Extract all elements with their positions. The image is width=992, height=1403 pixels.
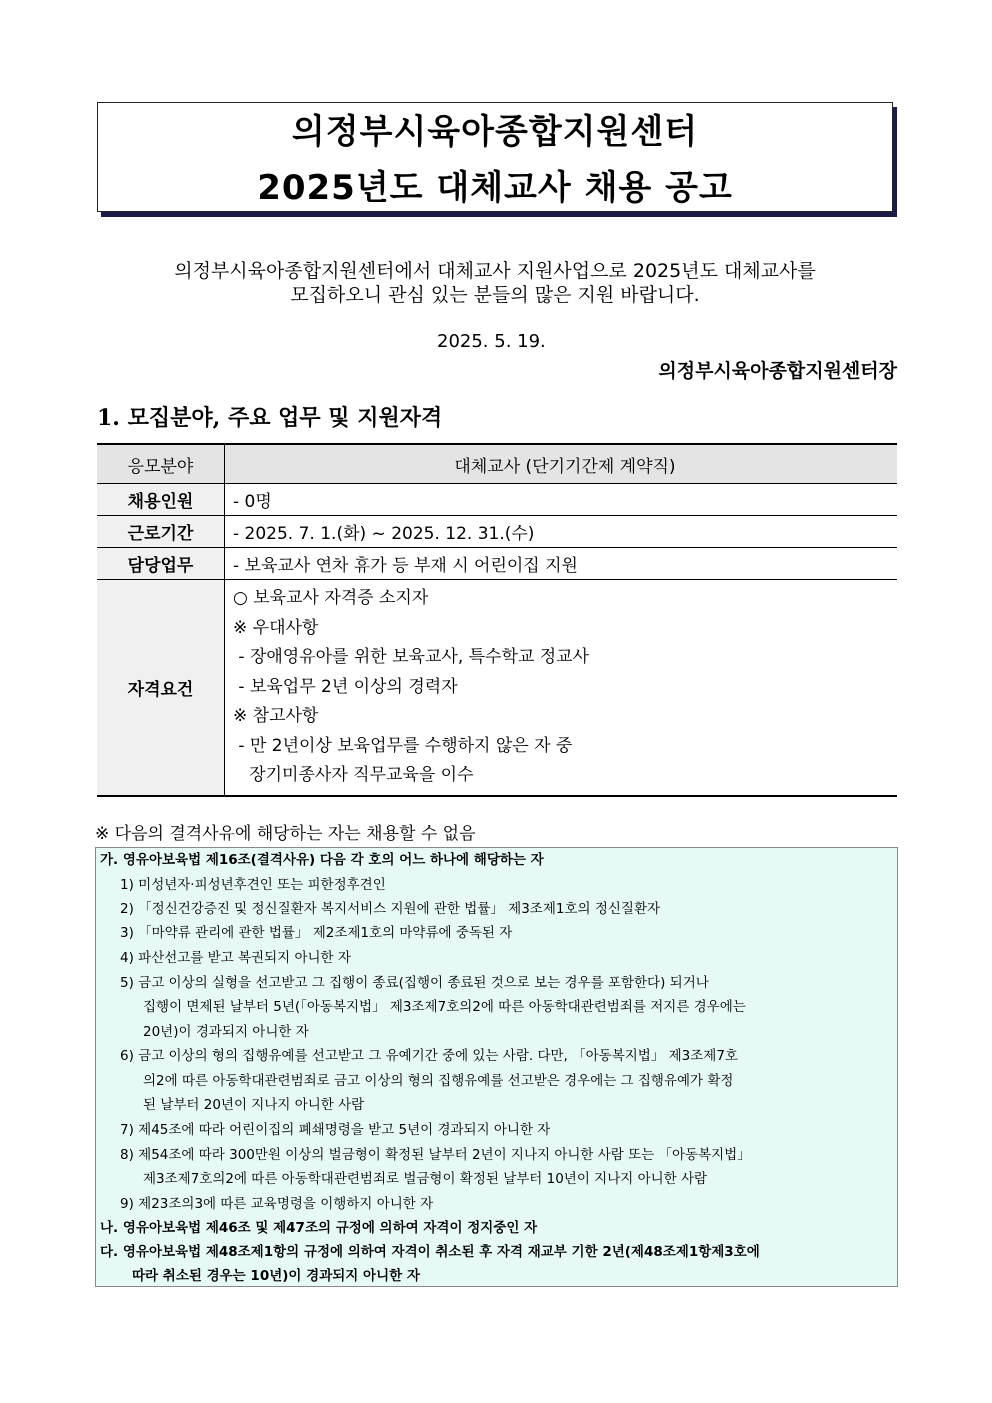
disqualification-item: 의2에 따른 아동학대관련범죄로 금고 이상의 형의 집행유예를 선고받은 경우에는 그 집행유예가 확정 <box>143 1073 734 1089</box>
announcement-date: 2025. 5. 19. <box>437 331 546 352</box>
disqualification-item: 4) 파산선고를 받고 복권되지 아니한 자 <box>120 950 351 966</box>
disqualification-item: 된 날부터 20년이 지나지 아니한 사람 <box>143 1097 365 1113</box>
row-label-period: 근로기간 <box>97 516 225 548</box>
disqualification-item: 다. 영유아보육법 제48조제1항의 규정에 의하여 자격이 취소된 후 자격 재교부 기한 2년(제48조제1항제3호에 <box>100 1244 760 1260</box>
disqualification-item: 따라 취소된 경우는 10년)이 경과되지 아니한 자 <box>132 1268 420 1284</box>
header-label: 응모분야 <box>97 444 225 484</box>
title-line-2: 2025년도 대체교사 채용 공고 <box>257 168 733 208</box>
qualification-line: ○ 보육교사 자격증 소지자 <box>233 588 429 608</box>
row-value-period: - 2025. 7. 1.(화) ~ 2025. 12. 31.(수) <box>225 516 898 548</box>
disqualification-item: 집행이 면제된 날부터 5년(「아동복지법」 제3조제7호의2에 따른 아동학대관련범죄를 저지른 경우에는 <box>143 999 746 1015</box>
disqualification-item: 20년)이 경과되지 아니한 자 <box>143 1024 309 1040</box>
table-row <box>97 516 897 548</box>
title-box <box>97 102 893 212</box>
disqualification-box <box>95 847 898 1287</box>
qualification-line: - 장애영유아를 위한 보육교사, 특수학교 정교사 <box>233 647 589 667</box>
recruitment-table <box>97 443 897 797</box>
intro-line-1: 의정부시육아종합지원센터에서 대체교사 지원사업으로 2025년도 대체교사를 <box>174 260 816 282</box>
intro-line-2: 모집하오니 관심 있는 분들의 많은 지원 바랍니다. <box>290 284 700 306</box>
disqualification-item: 3) 「마약류 관리에 관한 법률」 제2조제1호의 마약류에 중독된 자 <box>120 925 513 941</box>
row-label-duties: 담당업무 <box>97 548 225 580</box>
qualification-cell <box>225 580 898 796</box>
disqualification-item: 나. 영유아보육법 제46조 및 제47조의 규정에 의하여 자격이 정지중인 자 <box>100 1220 538 1236</box>
disqualification-item: 가. 영유아보육법 제16조(결격사유) 다음 각 호의 어느 하나에 해당하는 자 <box>100 852 544 868</box>
table-header-row <box>97 444 897 484</box>
title-line-1: 의정부시육아종합지원센터 <box>291 112 699 152</box>
disqualification-item: 5) 금고 이상의 실형을 선고받고 그 집행이 종료(집행이 종료된 것으로 보는 경우를 포함한다) 되거나 <box>120 975 709 991</box>
row-value-duties: - 보육교사 연차 휴가 등 부재 시 어린이집 지원 <box>225 548 898 580</box>
qualification-line: ※ 참고사항 <box>233 706 319 726</box>
qualification-line: ※ 우대사항 <box>233 617 319 638</box>
table-row <box>97 484 897 516</box>
header-value: 대체교사 (단기기간제 계약직) <box>225 444 898 484</box>
row-label-headcount: 채용인원 <box>97 484 225 516</box>
disqualification-item: 1) 미성년자·피성년후견인 또는 피한정후견인 <box>120 877 386 893</box>
section-1-title: 1. 모집분야, 주요 업무 및 지원자격 <box>97 405 443 431</box>
qualification-line: - 만 2년이상 보육업무를 수행하지 않은 자 중 <box>233 735 573 756</box>
disqualification-item: 8) 제54조에 따라 300만원 이상의 벌금형이 확정된 날부터 2년이 지나지 아니한 사람 또는 「아동복지법」 <box>120 1147 751 1163</box>
table-row <box>97 548 897 580</box>
disqualification-item: 7) 제45조에 따라 어린이집의 폐쇄명령을 받고 5년이 경과되지 아니한 자 <box>120 1122 551 1138</box>
row-label-qualification: 자격요건 <box>97 580 225 796</box>
disqualification-item: 제3조제7호의2에 따른 아동학대관련범죄로 벌금형이 확정된 날부터 10년이 지나지 아니한 사람 <box>143 1171 708 1187</box>
qualification-line: 장기미종사자 직무교육을 이수 <box>233 765 474 785</box>
disqualification-notice: ※ 다음의 결격사유에 해당하는 자는 채용할 수 없음 <box>95 824 476 844</box>
row-value-headcount: - 0명 <box>225 484 898 516</box>
organization-signature: 의정부시육아종합지원센터장 <box>658 360 897 382</box>
qualification-line: - 보육업무 2년 이상의 경력자 <box>233 676 458 697</box>
disqualification-item: 2) 「정신건강증진 및 정신질환자 복지서비스 지원에 관한 법률」 제3조제1호의 정신질환자 <box>120 901 661 917</box>
disqualification-item: 9) 제23조의3에 따른 교육명령을 이행하지 아니한 자 <box>120 1196 434 1212</box>
table-row-qualification <box>97 580 897 796</box>
disqualification-item: 6) 금고 이상의 형의 집행유예를 선고받고 그 유예기간 중에 있는 사람. 다만, 「아동복지법」 제3조제7호 <box>120 1048 738 1064</box>
